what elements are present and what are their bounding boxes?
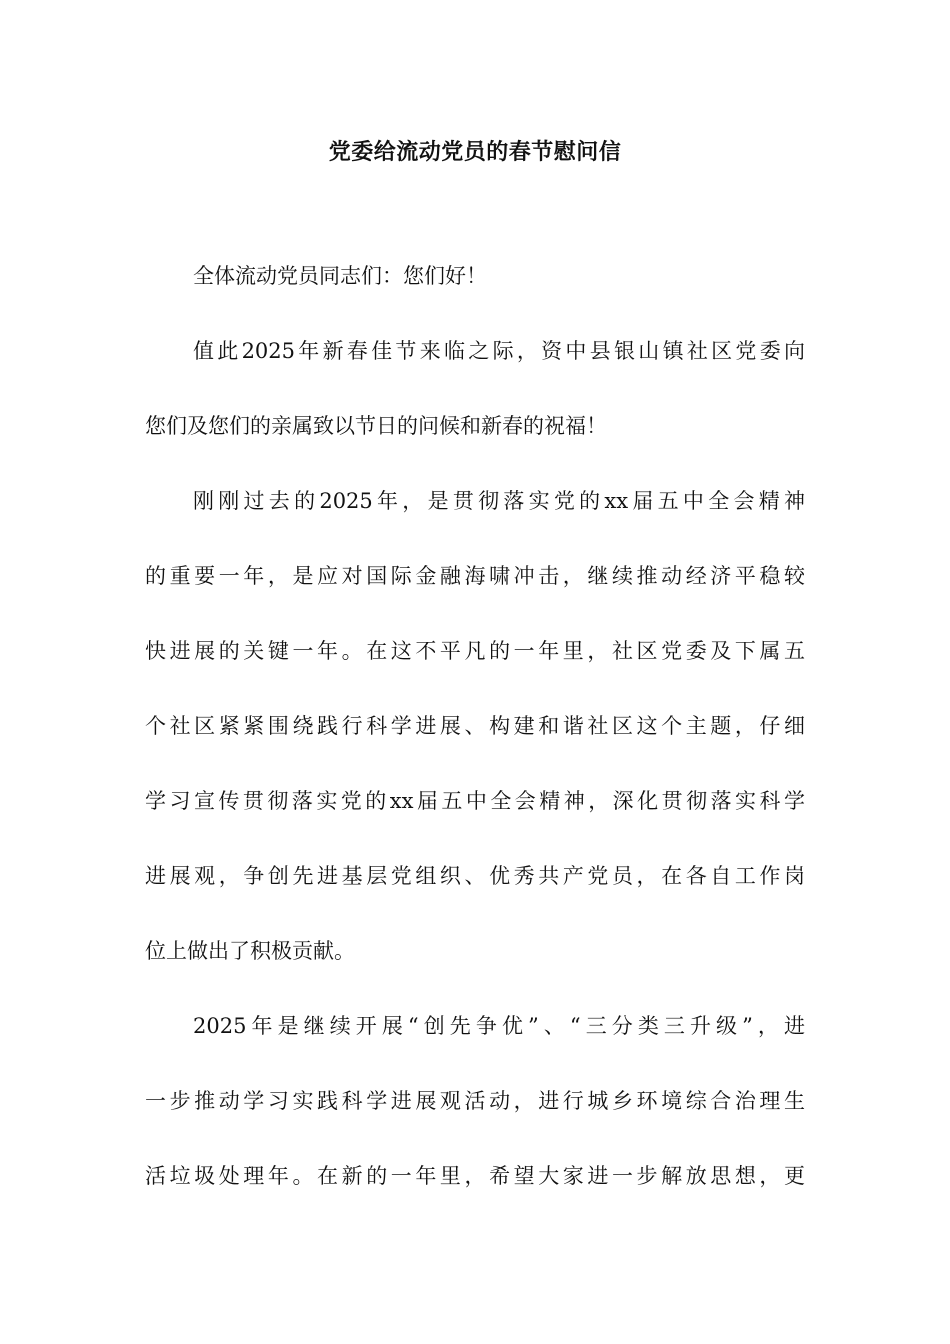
paragraph-line: 快进展的关键一年。在这不平凡的一年里，社区党委及下属五	[145, 639, 805, 663]
paragraph-line: 的重要一年，是应对国际金融海啸冲击，继续推动经济平稳较	[145, 564, 805, 588]
document-title: 党委给流动党员的春节慰问信	[328, 139, 622, 165]
paragraph-line: 活垃圾处理年。在新的一年里，希望大家进一步解放思想，更	[145, 1164, 805, 1188]
paragraph-line: 值此2025年新春佳节来临之际，资中县银山镇社区党委向	[193, 339, 805, 363]
paragraph-line: 学习宣传贯彻落实党的xx届五中全会精神，深化贯彻落实科学	[145, 789, 805, 813]
paragraph-line: 位上做出了积极贡献。	[145, 939, 355, 963]
paragraph-line: 刚刚过去的2025年，是贯彻落实党的xx届五中全会精神	[193, 489, 805, 513]
paragraph-line: 个社区紧紧围绕践行科学进展、构建和谐社区这个主题，仔细	[145, 714, 805, 738]
paragraph-line: 一步推动学习实践科学进展观活动，进行城乡环境综合治理生	[145, 1089, 805, 1113]
salutation-line: 全体流动党员同志们：您们好！	[193, 264, 487, 288]
paragraph-line: 2025年是继续开展“创先争优”、“三分类三升级”，进	[193, 1014, 805, 1038]
letter-body	[145, 255, 805, 1230]
paragraph-line: 您们及您们的亲属致以节日的问候和新春的祝福！	[145, 414, 607, 438]
paragraph-line: 进展观，争创先进基层党组织、优秀共产党员，在各自工作岗	[145, 864, 805, 888]
